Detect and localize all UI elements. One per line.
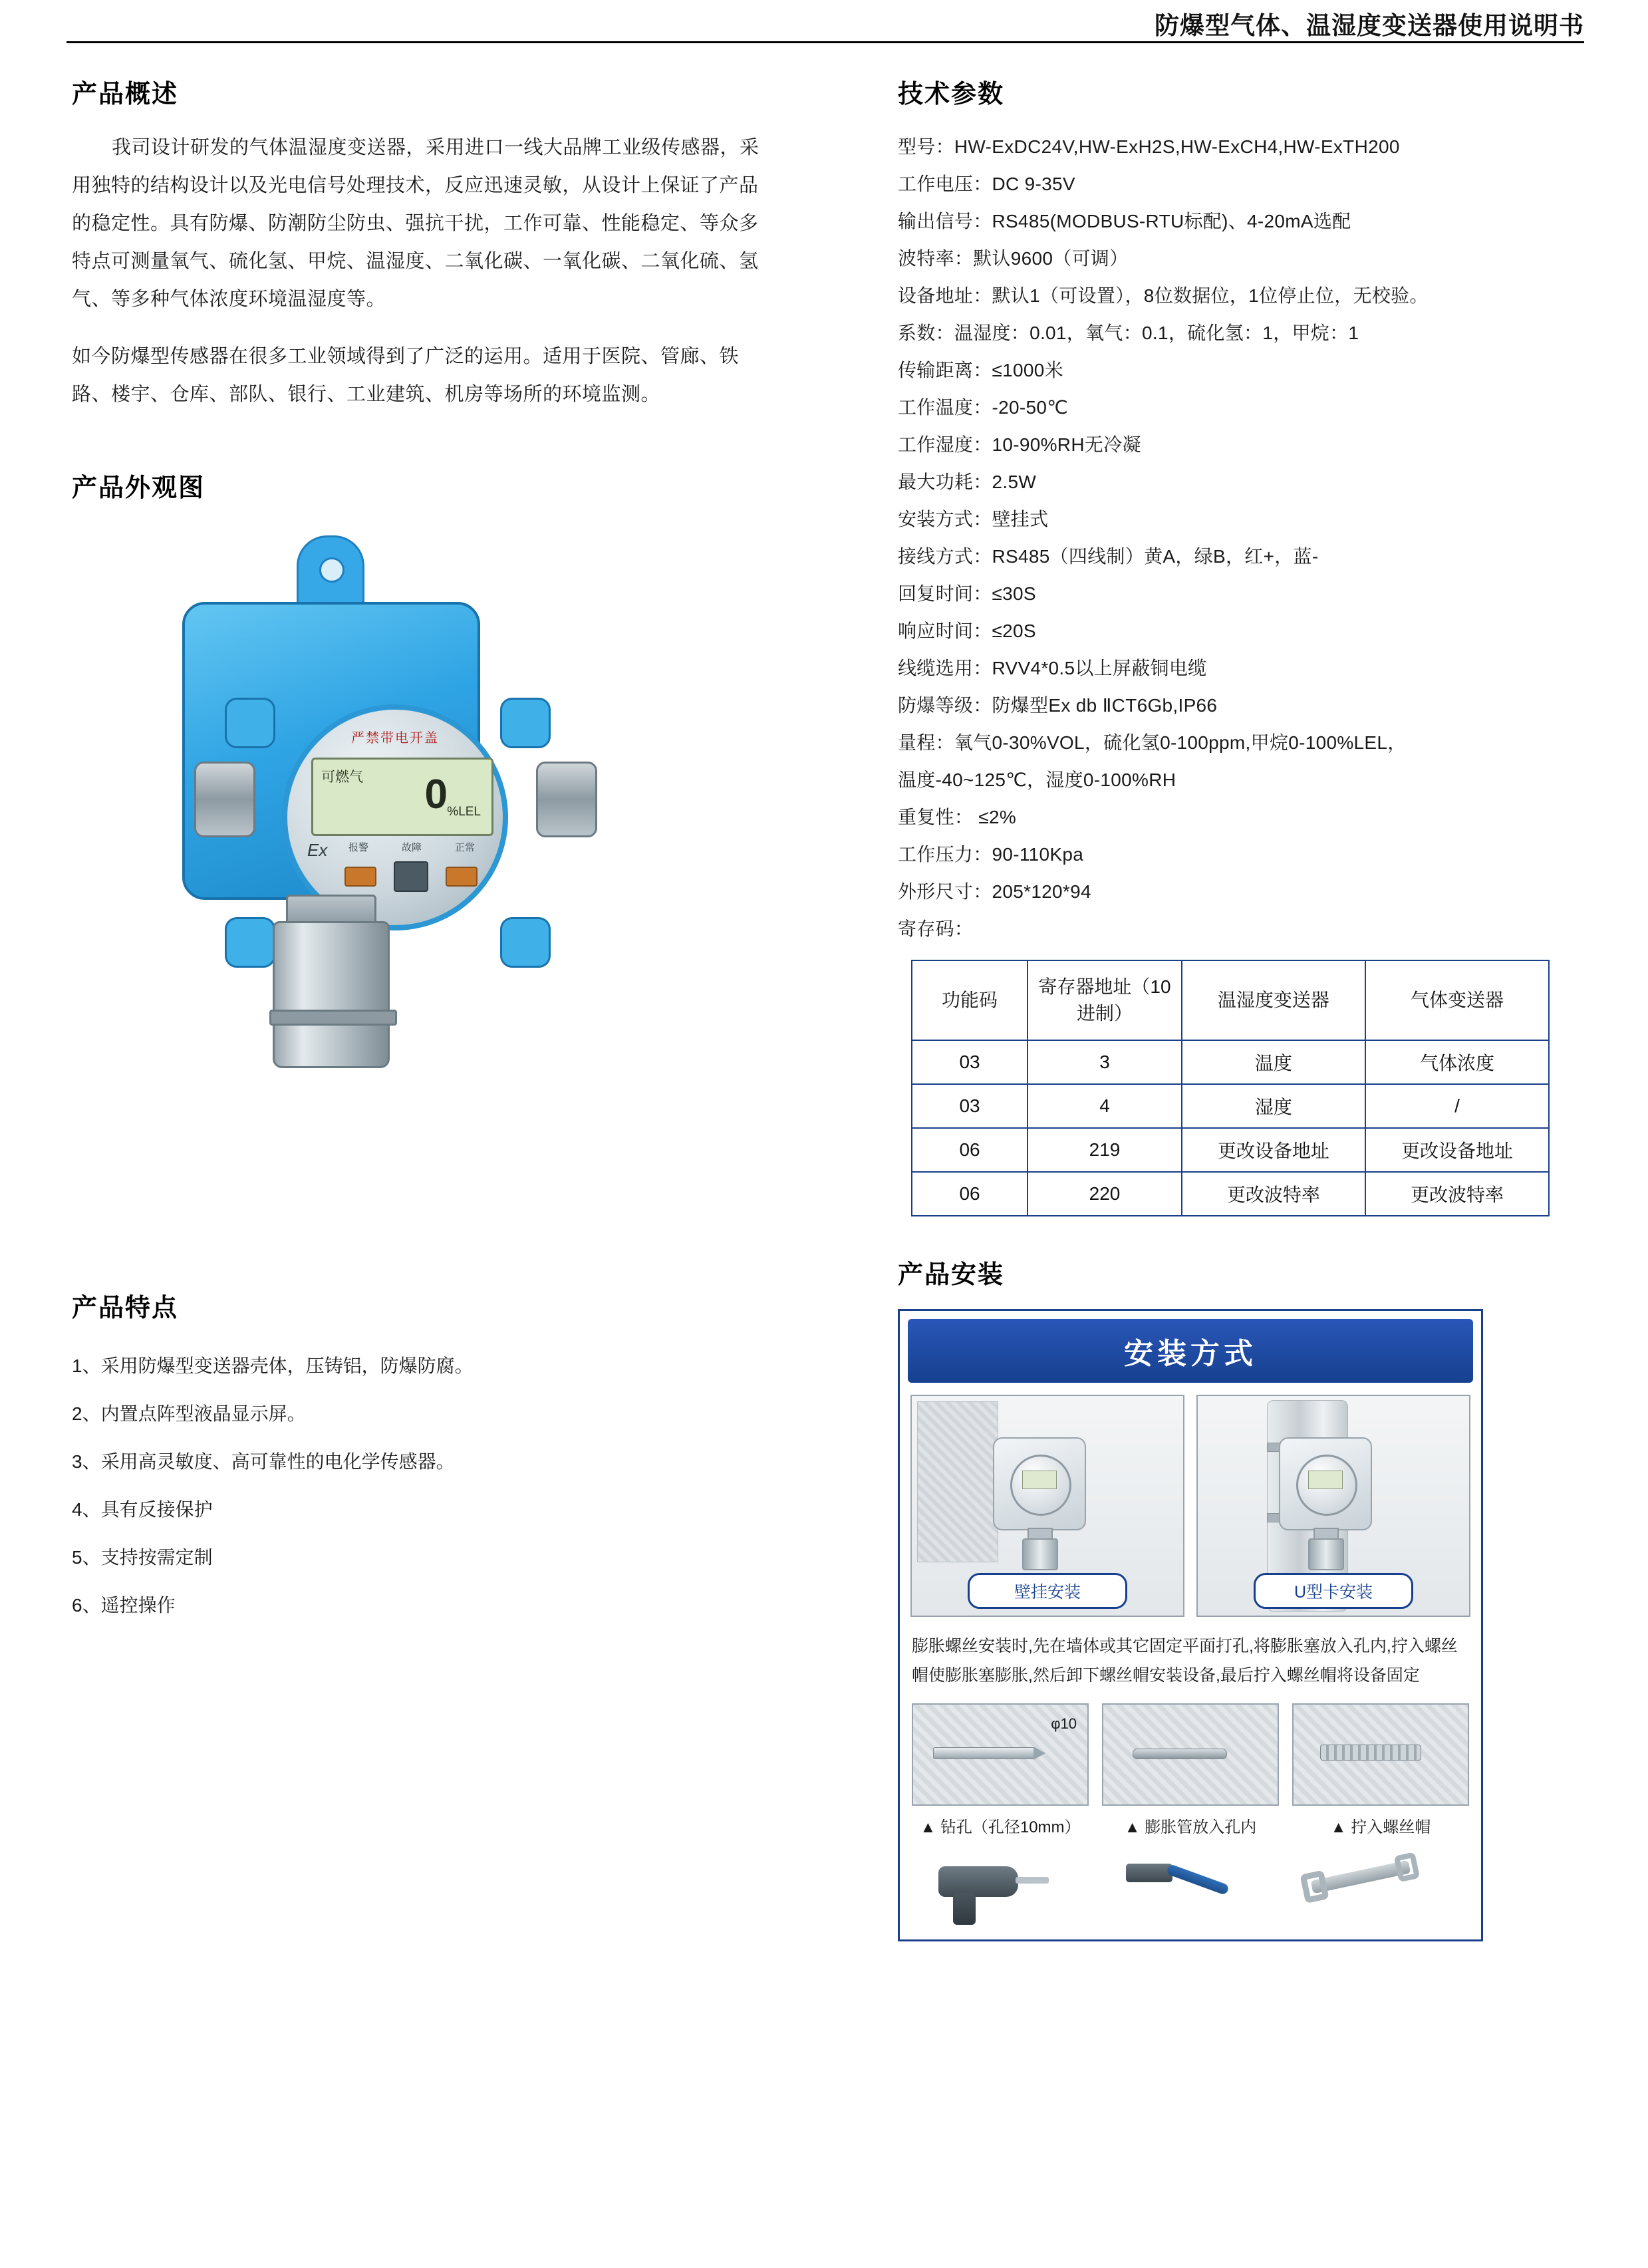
cell: 更改设备地址 <box>1365 1128 1549 1172</box>
spec-item-work-humidity: 工作湿度：10-90%RH无冷凝 <box>898 434 1141 455</box>
list-item: 1、采用防爆型变送器壳体，压铸铝，防爆防腐。 <box>72 1355 474 1376</box>
overview-paragraph-2: 如今防爆型传感器在很多工业领域得到了广泛的运用。适用于医院、管廊、铁路、楼宇、仓库、部队、银行、工业建筑、机房等场所的环境监测。 <box>72 346 740 405</box>
installation-step-2 <box>1102 1703 1279 1837</box>
installation-photo-row <box>910 1395 1470 1617</box>
product-photo <box>72 522 777 1267</box>
table-row <box>912 1040 1549 1084</box>
cell: 更改设备地址 <box>1182 1128 1365 1172</box>
left-column <box>72 73 777 1630</box>
step-image-anchor <box>1102 1703 1279 1806</box>
table-row <box>912 1128 1549 1172</box>
right-column <box>898 73 1583 1941</box>
housing-ear-bottom-left <box>225 917 275 968</box>
lcd-gas-label: 可燃气 <box>321 770 363 785</box>
spec-item-model: 型号：HW-ExDC24V,HW-ExH2S,HW-ExCH4,HW-ExTH200 <box>898 136 1400 157</box>
cable-gland-left <box>194 762 255 837</box>
register-table-wrapper <box>911 960 1583 1216</box>
mini-sensor-probe <box>1022 1538 1058 1570</box>
spec-item-voltage: 工作电压：DC 9-35V <box>898 174 1075 194</box>
page-header <box>0 0 1648 45</box>
lcd-value: 0 <box>424 772 448 817</box>
cable-gland-right <box>536 762 597 837</box>
device-button-center <box>394 861 428 892</box>
step-caption-1: ▲ 钻孔（孔径10mm） <box>920 1818 1081 1836</box>
spec-item-output: 输出信号：RS485(MODBUS-RTU标配)、4-20mA选配 <box>898 211 1351 231</box>
column-header-gas-transmitter: 气体变送器 <box>1365 960 1549 1040</box>
mini-sensor-probe <box>1308 1538 1344 1570</box>
photo-caption-u-clamp-mount: U型卡安装 <box>1254 1573 1413 1609</box>
mini-device-lcd <box>1022 1471 1057 1489</box>
cell: 06 <box>912 1172 1028 1216</box>
housing-ear-top-right <box>500 698 551 748</box>
step-caption-2: ▲ 膨胀管放入孔内 <box>1124 1818 1257 1836</box>
section-title-features: 产品特点 <box>72 1294 179 1322</box>
spec-item-work-temp: 工作温度：-20-50℃ <box>898 397 1068 418</box>
spec-item-address: 设备地址：默认1（可设置），8位数据位，1位停止位，无校验。 <box>898 285 1429 306</box>
spec-item-repeatability: 重复性： ≤2% <box>898 807 1017 827</box>
spec-item-response-time: 响应时间：≤20S <box>898 621 1036 641</box>
tool-2 <box>1102 1848 1279 1927</box>
spec-item-power: 最大功耗：2.5W <box>898 472 1037 492</box>
section-title-overview: 产品概述 <box>72 80 179 108</box>
sensor-probe <box>273 921 390 1068</box>
list-item: 4、具有反接保护 <box>72 1499 213 1520</box>
installation-step-3 <box>1292 1703 1469 1837</box>
warning-label: 严禁带电开盖 <box>351 731 439 746</box>
installation-banner-label: 安装方式 <box>1124 1338 1257 1370</box>
installation-tools <box>912 1848 1469 1927</box>
device-mini-illustration <box>1262 1431 1388 1557</box>
device-lcd-screen <box>311 758 493 836</box>
table-row <box>912 1084 1549 1128</box>
cell: 3 <box>1028 1040 1182 1084</box>
column-header-th-transmitter: 温湿度变送器 <box>1182 960 1365 1040</box>
register-table <box>911 960 1550 1216</box>
spec-item-coefficient: 系数：温湿度：0.01，氧气：0.1，硫化氢：1，甲烷：1 <box>898 323 1359 343</box>
installation-banner <box>908 1319 1473 1383</box>
led-label-normal: 正常 <box>454 842 475 853</box>
list-item: 5、支持按需定制 <box>72 1547 213 1568</box>
table-row <box>912 1172 1549 1216</box>
installation-note: 膨胀螺丝安装时,先在墙体或其它固定平面打孔,将膨胀塞放入孔内,拧入螺丝帽使膨胀塞膨胀,然后卸下螺丝帽安装设备,最后拧入螺丝帽将设备固定 <box>912 1637 1458 1685</box>
wrench-icon <box>1311 1860 1411 1894</box>
cell: 4 <box>1028 1084 1182 1128</box>
header-divider <box>67 41 1584 43</box>
device-button-row <box>344 863 478 891</box>
lcd-unit: %LEL <box>447 805 481 819</box>
spec-item-cable: 线缆选用：RVV4*0.5以上屏蔽铜电缆 <box>898 658 1207 678</box>
list-item: 2、内置点阵型液晶显示屏。 <box>72 1403 306 1424</box>
column-header-register-address: 寄存器地址（10进制） <box>1028 960 1182 1040</box>
cell: 220 <box>1028 1172 1182 1216</box>
device-mini-illustration <box>976 1431 1102 1557</box>
spec-item-dimensions: 外形尺寸：205*120*94 <box>898 881 1091 902</box>
cell: 03 <box>912 1040 1028 1084</box>
column-header-function-code: 功能码 <box>912 960 1028 1040</box>
spec-item-register-code: 寄存码： <box>898 919 974 939</box>
header-title: 防爆型气体、温湿度变送器使用说明书 <box>1155 12 1584 39</box>
table-header-row <box>912 960 1549 1040</box>
cell: 更改波特率 <box>1182 1172 1365 1216</box>
housing-ear-bottom-right <box>500 917 551 968</box>
electric-drill-icon <box>938 1866 1018 1897</box>
led-label-alarm: 报警 <box>348 842 369 853</box>
mini-device-lcd <box>1308 1471 1343 1489</box>
device-illustration <box>118 535 544 1201</box>
step-image-screw <box>1292 1703 1469 1806</box>
spec-item-recovery-time: 回复时间：≤30S <box>898 583 1036 604</box>
expansion-anchor-icon <box>1133 1749 1227 1759</box>
list-item: 3、采用高灵敏度、高可靠性的电化学传感器。 <box>72 1451 455 1472</box>
cell: 温度 <box>1182 1040 1365 1084</box>
hole-diameter-label: φ10 <box>1051 1715 1077 1732</box>
spec-item-wiring: 接线方式：RS485（四线制）黄A，绿B，红+，蓝- <box>898 546 1319 567</box>
device-indicator-right <box>446 867 478 887</box>
installation-photo-pipe <box>1196 1395 1470 1617</box>
installation-steps <box>912 1703 1469 1837</box>
cell: 气体浓度 <box>1365 1040 1549 1084</box>
photo-caption-wall-mount: 壁挂安装 <box>968 1573 1127 1609</box>
installation-photo-wall <box>910 1395 1184 1617</box>
step-caption-3: ▲ 拧入螺丝帽 <box>1330 1818 1431 1836</box>
status-led-labels <box>348 840 475 854</box>
installation-panel <box>898 1309 1483 1941</box>
device-indicator-left <box>344 867 376 887</box>
cell: 03 <box>912 1084 1028 1128</box>
led-label-fault: 故障 <box>401 842 422 853</box>
tool-1 <box>912 1848 1089 1927</box>
hammer-handle-icon <box>1166 1864 1230 1896</box>
cell: / <box>1365 1084 1549 1128</box>
hammer-icon <box>1126 1864 1172 1882</box>
section-title-appearance: 产品外观图 <box>72 474 206 502</box>
tool-3 <box>1292 1848 1469 1927</box>
spec-item-range-2: 温度-40~125℃，湿度0-100%RH <box>898 770 1176 790</box>
overview-paragraph-1: 我司设计研发的气体温湿度变送器，采用进口一线大品牌工业级传感器，采用独特的结构设计以及光电信号处理技术，反应迅速灵敏，从设计上保证了产品的稳定性。具有防爆、防潮防尘防虫、强抗干扰，工作可靠、性能稳定、等众多特点可测量氧气、硫化氢、甲烷、温湿度、二氧化碳、一氧化碳、二氧化硫、氢气、等多种气体浓度环境温湿度等。 <box>72 137 759 310</box>
spec-item-pressure: 工作压力：90-110Kpa <box>898 844 1084 865</box>
section-title-installation: 产品安装 <box>898 1261 1005 1289</box>
spec-item-mounting: 安装方式：壁挂式 <box>898 509 1049 529</box>
section-title-specs: 技术参数 <box>898 80 1005 108</box>
cell: 湿度 <box>1182 1084 1365 1128</box>
spec-item-ex-rating: 防爆等级：防爆型Ex db ⅡCT6Gb,IP66 <box>898 695 1218 716</box>
cell: 219 <box>1028 1128 1182 1172</box>
spec-item-baudrate: 波特率：默认9600（可调） <box>898 248 1129 269</box>
cell: 更改波特率 <box>1365 1172 1549 1216</box>
list-item: 6、遥控操作 <box>72 1595 176 1616</box>
housing-ear-top-left <box>225 698 275 748</box>
drill-bit-icon <box>933 1747 1034 1759</box>
spec-item-range-1: 量程：氧气0-30%VOL，硫化氢0-100ppm,甲烷0-100%LEL， <box>898 732 1407 753</box>
device-housing <box>182 602 480 900</box>
screw-icon <box>1320 1745 1421 1761</box>
spec-list <box>898 128 1583 948</box>
spec-item-distance: 传输距离：≤1000米 <box>898 360 1063 380</box>
ex-mark-label: Ex <box>307 840 328 860</box>
features-list <box>72 1342 777 1630</box>
cell: 06 <box>912 1128 1028 1172</box>
installation-step-1 <box>912 1703 1089 1837</box>
step-image-drill <box>912 1703 1089 1806</box>
